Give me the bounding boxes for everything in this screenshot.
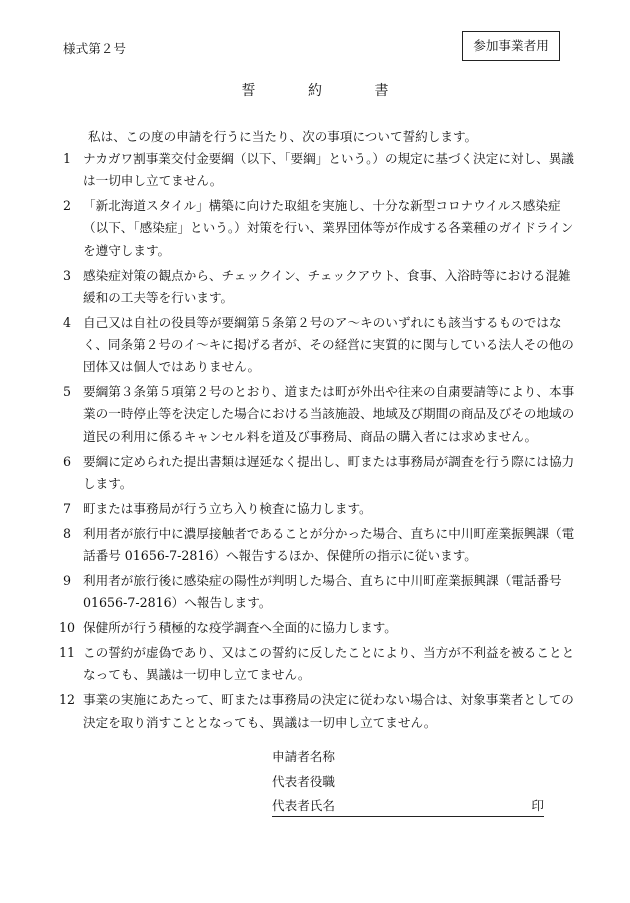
item-number: 1: [63, 151, 72, 166]
item-text: 利用者が旅行中に濃厚接触者であることが分かった場合、直ちに中川町産業振興課（電話番号 01656-7-2816）へ報告するほか、保健所の指示に従います。: [83, 525, 575, 564]
item-text: 町または事務局が行う立ち入り検査に協力します。: [83, 500, 372, 516]
signature-block: [272, 744, 544, 817]
item-text: この誓約が虚偽であり、又はこの誓約に反したことにより、当方が不利益を被ることとなっても、異議は一切申し立てません。: [83, 645, 575, 683]
item-text: ナカガワ割事業交付金要綱（以下、「要綱」という。）の規定に基づく決定に対し、異議は一切申し立てません。: [83, 151, 574, 189]
title-char: 誓: [241, 83, 256, 99]
representative-name-field[interactable]: [272, 797, 544, 817]
representative-name-label: 代表者氏名: [272, 798, 335, 813]
item-text: 要綱に定められた提出書類は遅延なく提出し、町または事務局が調査を行う際には協力します。: [83, 453, 575, 491]
item-number: 9: [63, 573, 72, 589]
item-number: 4: [63, 314, 72, 330]
pledge-item: [63, 381, 575, 448]
pledge-item: [63, 451, 575, 495]
item-text: 利用者が旅行後に感染症の陽性が判明した場合、直ちに中川町産業振興課（電話番号 01656-7-2816）へ報告します。: [83, 573, 562, 611]
document-title: [0, 80, 630, 100]
form-number: 様式第２号: [63, 41, 126, 56]
pledge-item: [63, 265, 575, 309]
item-text: 「新北海道スタイル」構築に向けた取組を実施し、十分な新型コロナウイルス感染症（以下、「感染症」という。）対策を行い、業界団体等が作成する各業種のガイドラインを遵守します。: [83, 198, 574, 258]
item-number: 11: [59, 645, 76, 661]
item-text: 自己又は自社の役員等が要綱第５条第２号のア～キのいずれにも該当するものではなく、同条第２号のイ～キに掲げる者が、その経営に実質的に関与している法人その他の団体又は個人ではありません。: [83, 314, 574, 375]
title-char: 書: [374, 83, 389, 99]
pledge-item: [59, 689, 575, 733]
item-number: 5: [63, 384, 72, 400]
item-number: 3: [63, 267, 72, 283]
intro-text: 私は、この度の申請を行うに当たり、次の事項について誓約します。: [88, 129, 478, 144]
pledge-item: [59, 642, 575, 686]
item-number: 2: [63, 198, 72, 214]
pledge-item: [63, 523, 575, 567]
pledge-items: [59, 148, 575, 737]
pledge-item: [63, 195, 575, 262]
item-number: 12: [59, 692, 76, 708]
item-text: 保健所が行う積極的な疫学調査へ全面的に協力します。: [83, 620, 397, 636]
item-number: 7: [63, 500, 72, 516]
title-char: 約: [308, 83, 322, 99]
representative-title-label: 代表者役職: [272, 774, 335, 789]
pledge-item: [63, 570, 575, 614]
applicant-name-label: 申請者名称: [272, 749, 335, 764]
item-text: 要綱第３条第５項第２号のとおり、道または町が外出や往来の自粛要請等により、本事業の一時停止等を決定した場合における当該施設、地域及び期間の商品及びその地域の道民の利用に係るキャンセル料を道及び事務局、商品の購入者には求めません。: [83, 384, 575, 444]
item-number: 6: [63, 453, 72, 469]
participant-label-box: 参加事業者用: [462, 31, 560, 61]
item-text: 感染症対策の観点から、チェックイン、チェックアウト、食事、入浴時等における混雑緩和の工夫等を行います。: [83, 267, 571, 305]
pledge-item: [63, 312, 575, 379]
item-number: 10: [59, 620, 76, 636]
item-number: 8: [63, 525, 72, 541]
seal-mark: 印: [531, 798, 544, 813]
pledge-item: [63, 498, 575, 520]
pledge-item: [59, 617, 575, 639]
item-text: 事業の実施にあたって、町または事務局の決定に従わない場合は、対象事業者としての決定を取り消すこととなっても、異議は一切申し立てません。: [83, 692, 574, 730]
pledge-item: [63, 148, 575, 192]
